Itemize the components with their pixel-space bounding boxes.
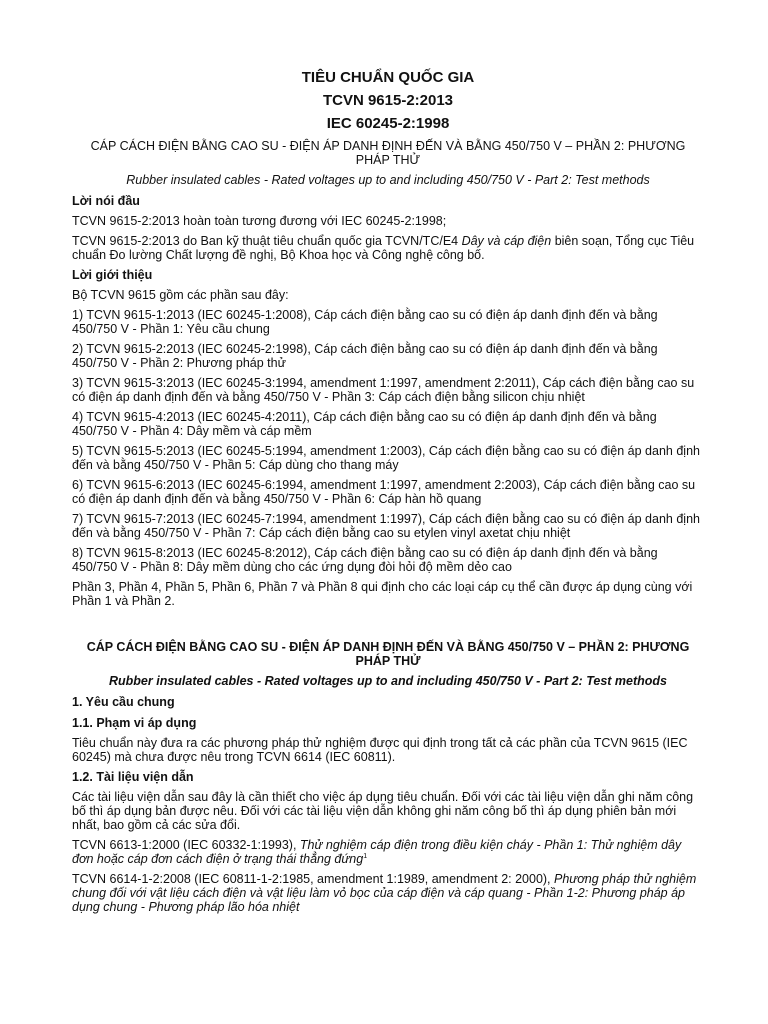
body-title-en: Rubber insulated cables - Rated voltages up to and including 450/750 V - Part 2: Test methods <box>109 674 667 688</box>
reference-2-title: Phương pháp thử nghiệm chung đối với vật liệu cách điện và vật liệu làm vỏ bọc của cáp điện và cáp quang - Phần 1-2: Phương pháp áp dụng chung - Phương pháp lão hóa nhiệt <box>72 872 697 914</box>
document-title: TIÊU CHUẨN QUỐC GIA <box>301 69 475 86</box>
standard-code-iec: IEC 60245-2:1998 <box>326 115 450 132</box>
standard-code-vn: TCVN 9615-2:2013 <box>322 92 454 109</box>
subtitle-en: Rubber insulated cables - Rated voltages up to and including 450/750 V - Part 2: Test methods <box>126 173 650 187</box>
reference-2-code: TCVN 6614-1-2:2008 (IEC 60811-1-2:1985, amendment 1:1989, amendment 2: 2000), <box>72 872 555 886</box>
reference-1-title: Thử nghiệm cáp điện trong điều kiện cháy - Phần 1: Thử nghiệm dây đơn hoặc cáp đơn cách điện ở trạng thái thẳng đứng <box>72 838 682 866</box>
section-1-2-heading: 1.2. Tài liệu viện dẫn <box>72 770 194 784</box>
intro-lead: Bộ TCVN 9615 gồm các phần sau đây: <box>72 288 289 302</box>
part-list-item: 7) TCVN 9615-7:2013 (IEC 60245-7:1994, amendment 1:1997), Cáp cách điện bằng cao su có điện áp danh định đến và bằng 450/750 V - Phần 7: Cáp cách điện bằng cao su etylen vinyl axetat chịu nhiệt <box>72 512 700 540</box>
section-1-1-text: Tiêu chuẩn này đưa ra các phương pháp thử nghiệm được qui định trong tất cả các phần của TCVN 9615 (IEC 60245) mà chưa được nêu trong TCVN 6614 (IEC 60811). <box>72 736 688 764</box>
part-list-item: 5) TCVN 9615-5:2013 (IEC 60245-5:1994, amendment 1:2003), Cáp cách điện bằng cao su có điện áp danh định đến và bằng 450/750 V - Phần 5: Cáp dùng cho thang máy <box>72 444 700 472</box>
section-1-2-text: Các tài liệu viện dẫn sau đây là cần thiết cho việc áp dụng tiêu chuẩn. Đối với các tài liệu viện dẫn ghi năm công bố thì áp dụng bản được nêu. Đối với các tài liệu viện dẫn không ghi năm công bố thì áp dụng phiên bản mới nhất, bao gồm cả các sửa đổi. <box>72 790 694 832</box>
foreword-p2-text-a: TCVN 9615-2:2013 do Ban kỹ thuật tiêu chuẩn quốc gia TCVN/TC/E4 <box>72 234 462 248</box>
intro-closing: Phần 3, Phần 4, Phần 5, Phần 6, Phần 7 và Phần 8 qui định cho các loại cáp cụ thể cần được áp dụng cùng với Phần 1 và Phần 2. <box>72 580 693 608</box>
section-1-heading: 1. Yêu cầu chung <box>72 695 175 709</box>
reference-item <box>72 872 704 914</box>
reference-item <box>72 838 704 866</box>
foreword-p2-italic: Dây và cáp điện <box>461 234 552 248</box>
foreword-paragraph-1: TCVN 9615-2:2013 hoàn toàn tương đương với IEC 60245-2:1998; <box>72 214 447 228</box>
foreword-p2-text-b: biên soạn, Tổng cục Tiêu chuẩn Đo lường Chất lượng đề nghị, Bộ Khoa học và Công nghệ công bố. <box>72 234 695 262</box>
subtitle-vn: CÁP CÁCH ĐIỆN BẰNG CAO SU - ĐIỆN ÁP DANH ĐỊNH ĐẾN VÀ BẰNG 450/750 V – PHẦN 2: PHƯƠNG PHÁP THỬ <box>90 139 686 167</box>
part-list-item: 4) TCVN 9615-4:2013 (IEC 60245-4:2011), Cáp cách điện bằng cao su có điện áp danh định đến và bằng 450/750 V - Phần 4: Dây mềm và cáp mềm <box>72 410 657 438</box>
document-page <box>72 64 704 920</box>
foreword-heading: Lời nói đầu <box>72 194 140 208</box>
foreword-paragraph-2 <box>72 234 704 262</box>
body-title-vn: CÁP CÁCH ĐIỆN BẰNG CAO SU - ĐIỆN ÁP DANH ĐỊNH ĐẾN VÀ BẰNG 450/750 V – PHẦN 2: PHƯƠNG PHÁP THỬ <box>86 640 690 668</box>
section-1-1-heading: 1.1. Phạm vi áp dụng <box>72 716 197 730</box>
reference-1-code: TCVN 6613-1:2000 (IEC 60332-1:1993), <box>72 838 300 852</box>
part-list-item: 6) TCVN 9615-6:2013 (IEC 60245-6:1994, amendment 1:1997, amendment 2:2003), Cáp cách điện bằng cao su có điện áp danh định đến và bằng 450/750 V - Phần 6: Cáp hàn hồ quang <box>72 478 696 506</box>
part-list-item: 3) TCVN 9615-3:2013 (IEC 60245-3:1994, amendment 1:1997, amendment 2:2011), Cáp cách điện bằng cao su có điện áp danh định đến và bằng 450/750 V - Phần 3: Cáp cách điện bằng silicon chịu nhiệt <box>72 376 695 404</box>
part-list-item: 1) TCVN 9615-1:2013 (IEC 60245-1:2008), Cáp cách điện bằng cao su có điện áp danh định đến và bằng 450/750 V - Phần 1: Yêu cầu chung <box>72 308 658 336</box>
footnote-marker: 1 <box>363 852 368 860</box>
intro-heading: Lời giới thiệu <box>72 268 153 282</box>
part-list-item: 8) TCVN 9615-8:2013 (IEC 60245-8:2012), Cáp cách điện bằng cao su có điện áp danh định đến và bằng 450/750 V - Phần 8: Dây mềm dùng cho các ứng dụng đòi hỏi độ mềm dẻo cao <box>72 546 658 574</box>
part-list-item: 2) TCVN 9615-2:2013 (IEC 60245-2:1998), Cáp cách điện bằng cao su có điện áp danh định đến và bằng 450/750 V - Phần 2: Phương pháp thử <box>72 342 658 370</box>
